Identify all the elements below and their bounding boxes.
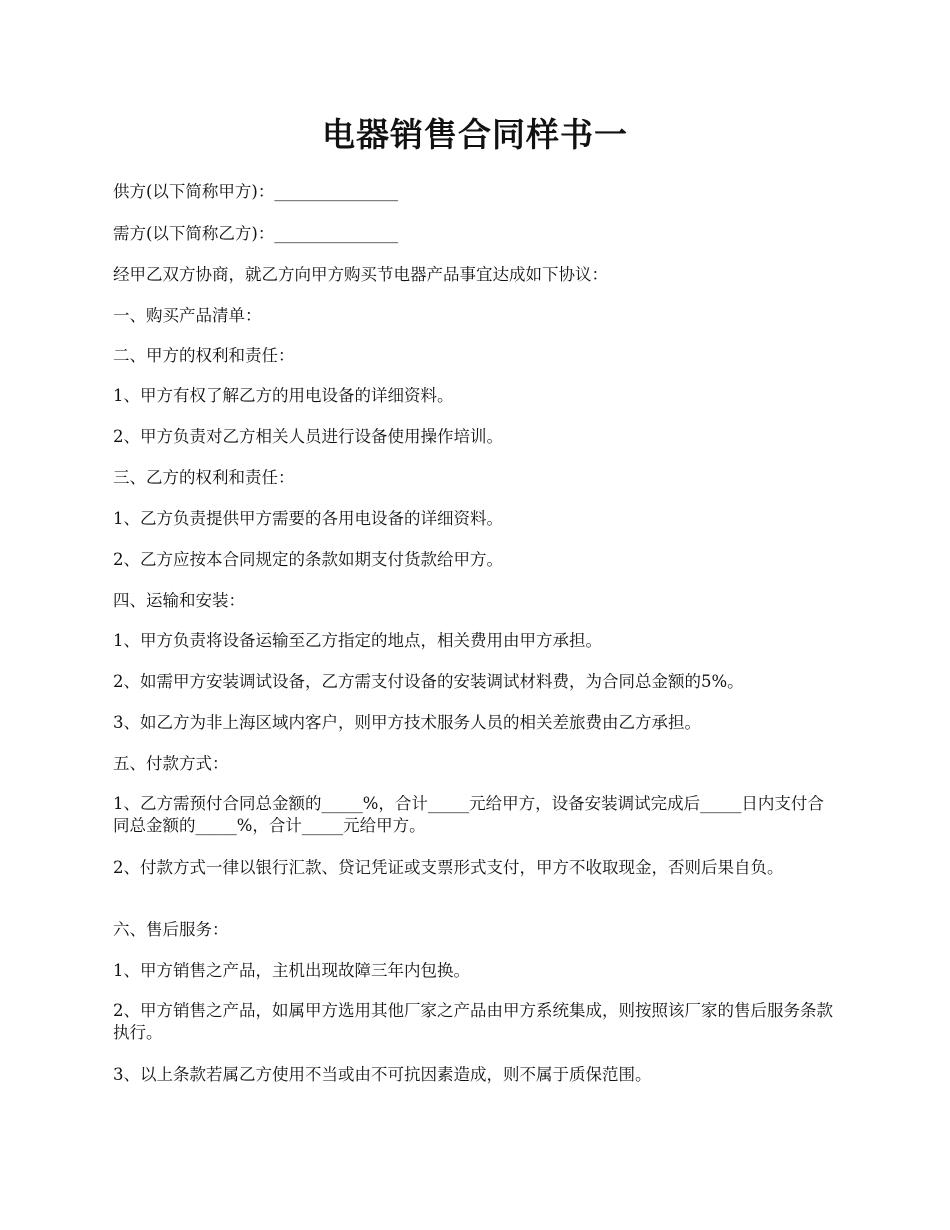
document-title: 电器销售合同样书一	[322, 115, 628, 154]
agreement-intro: 经甲乙双方协商，就乙方向甲方购买节电器产品事宜达成如下协议：	[113, 265, 608, 284]
clause-5-1: 1、乙方需预付合同总金额的_____%，合计_____元给甲方，设备安装调试完成后_____日内支付合同总金额的_____%，合计_____元给甲方。	[113, 794, 824, 835]
clause-2-2: 2、甲方负责对乙方相关人员进行设备使用操作培训。	[113, 427, 503, 446]
clause-5-2: 2、付款方式一律以银行汇款、贷记凭证或支票形式支付，甲方不收取现金，否则后果自负。	[113, 858, 784, 877]
buyer-line: 需方(以下简称乙方)：_______________	[113, 224, 399, 243]
section-heading-3: 三、乙方的权利和责任：	[113, 468, 295, 487]
clause-4-2: 2、如需甲方安装调试设备，乙方需支付设备的安装调试材料费，为合同总金额的5%。	[113, 672, 744, 691]
supplier-line: 供方(以下简称甲方)：_______________	[113, 182, 399, 201]
clause-2-1: 1、甲方有权了解乙方的用电设备的详细资料。	[113, 386, 454, 405]
section-heading-4: 四、运输和安装：	[113, 591, 245, 610]
section-heading-5: 五、付款方式：	[113, 754, 229, 773]
clause-4-3: 3、如乙方为非上海区域内客户，则甲方技术服务人员的相关差旅费由乙方承担。	[113, 713, 701, 732]
section-heading-2: 二、甲方的权利和责任：	[113, 346, 295, 365]
section-heading-1: 一、购买产品清单：	[113, 306, 262, 325]
clause-3-2: 2、乙方应按本合同规定的条款如期支付货款给甲方。	[113, 550, 503, 569]
clause-6-2: 2、甲方销售之产品，如属甲方选用其他厂家之产品由甲方系统集成，则按照该厂家的售后服务条款执行。	[113, 1001, 833, 1042]
clause-4-1: 1、甲方负责将设备运输至乙方指定的地点，相关费用由甲方承担。	[113, 631, 602, 650]
section-heading-6: 六、售后服务：	[113, 920, 229, 939]
clause-6-3: 3、以上条款若属乙方使用不当或由不可抗因素造成，则不属于质保范围。	[113, 1065, 652, 1084]
clause-3-1: 1、乙方负责提供甲方需要的各用电设备的详细资料。	[113, 509, 503, 528]
clause-6-1: 1、甲方销售之产品，主机出现故障三年内包换。	[113, 961, 470, 980]
